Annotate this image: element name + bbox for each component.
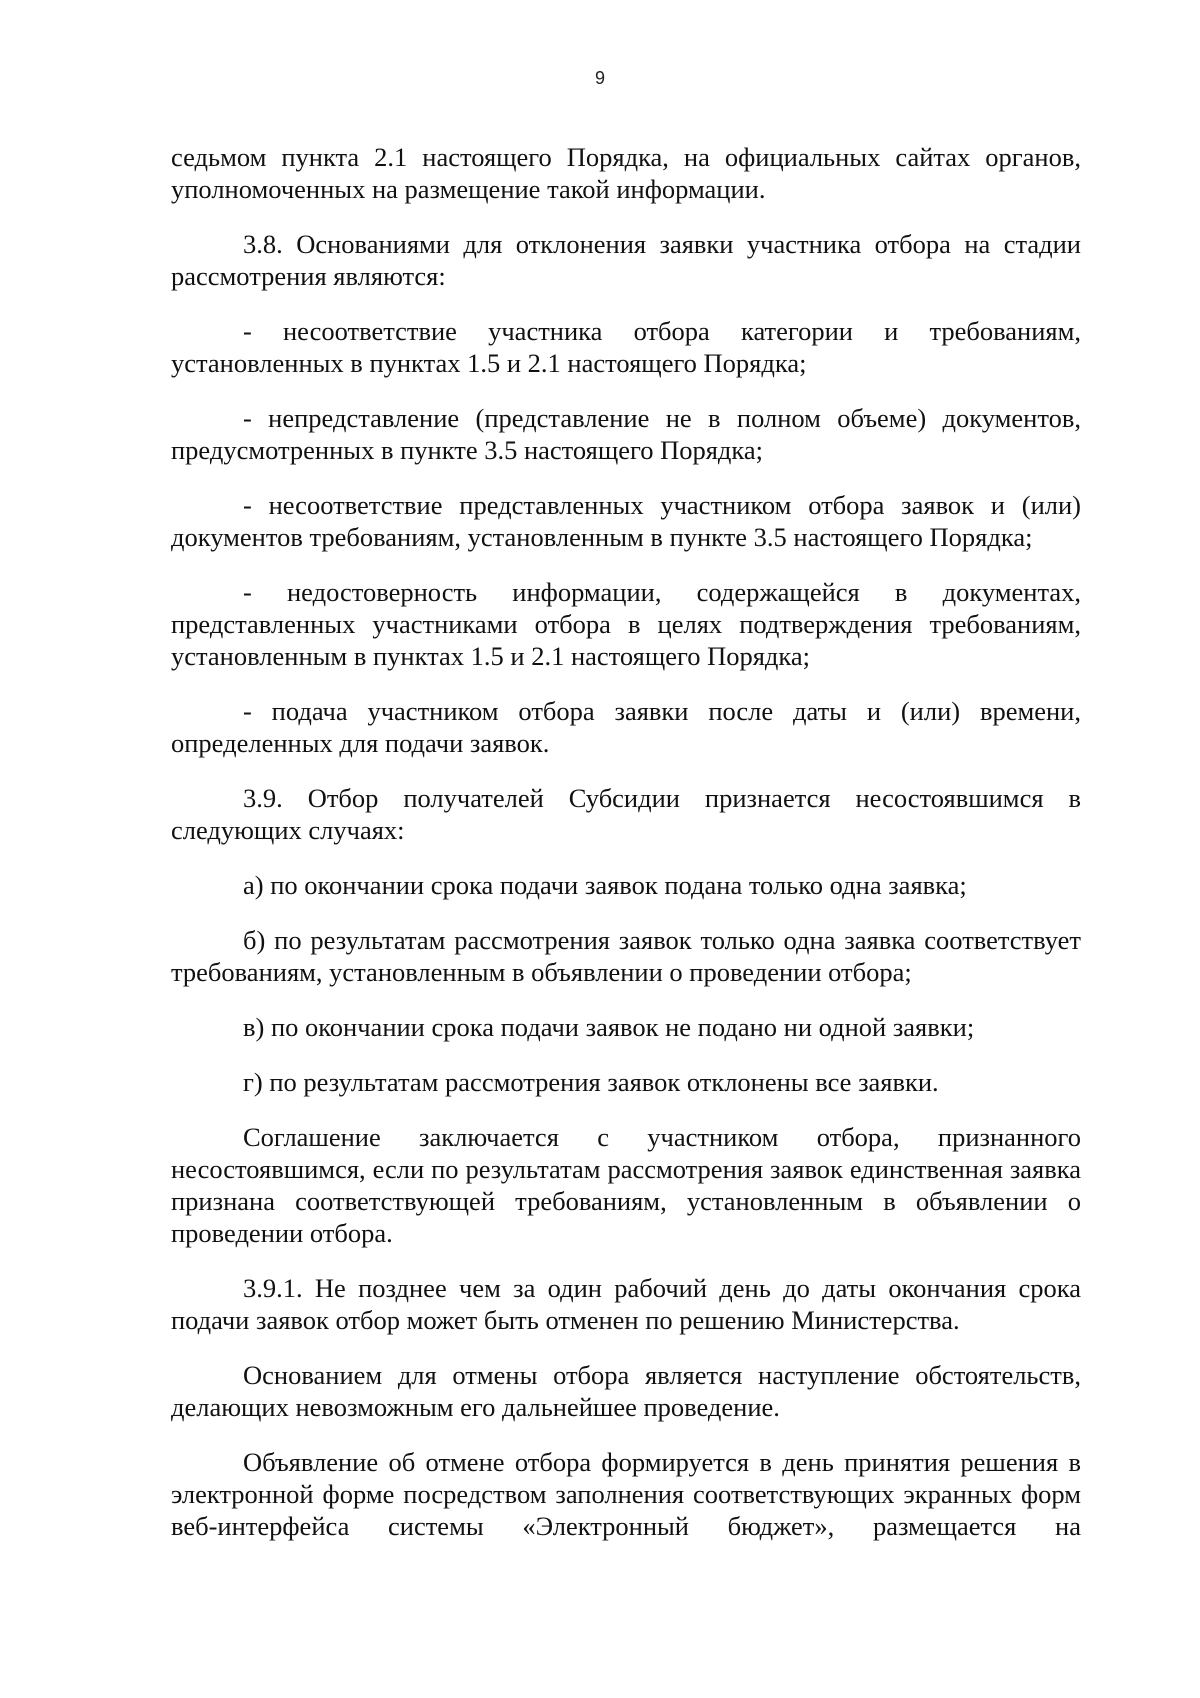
list-item-a: а) по окончании срока подачи заявок подана только одна заявка; [243, 870, 967, 900]
paragraph-3-9-1: 3.9.1. Не позднее чем за один рабочий день до даты окончания срока подачи заявок отбор может быть отменен по решению Министерства. [171, 1273, 1081, 1335]
paragraph-3-9: 3.9. Отбор получателей Субсидии признается несостоявшимся в следующих случаях: [171, 783, 1081, 845]
paragraph-agreement: Соглашение заключается с участником отбора, признанного несостоявшимся, если по результатам рассмотрения заявок единственная заявка признана соответствующей требованиям, установленным в объявлении о проведении отбора. [171, 1122, 1081, 1248]
page-number: 9 [594, 68, 605, 88]
list-item-v: в) по окончании срока подачи заявок не подано ни одной заявки; [243, 1012, 975, 1042]
paragraph-3-8: 3.8. Основаниями для отклонения заявки участника отбора на стадии рассмотрения являются: [171, 229, 1081, 291]
document-body [171, 141, 1081, 1565]
list-item-g: г) по результатам рассмотрения заявок отклонены все заявки. [243, 1067, 939, 1097]
list-item-late-submission: - подача участником отбора заявки после даты и (или) времени, определенных для подачи заявок. [171, 696, 1081, 758]
list-item-missing-documents: - непредставление (представление не в полном объеме) документов, предусмотренных в пункте 3.5 настоящего Порядка; [171, 403, 1081, 465]
paragraph-continuation: седьмом пункта 2.1 настоящего Порядка, на официальных сайтах органов, уполномоченных на размещение такой информации. [171, 142, 1081, 204]
list-item-b: б) по результатам рассмотрения заявок только одна заявка соответствует требованиям, установленным в объявлении о проведении отбора; [171, 925, 1081, 987]
paragraph-cancellation-grounds: Основанием для отмены отбора является наступление обстоятельств, делающих невозможным его дальнейшее проведение. [171, 1360, 1081, 1422]
list-item-unreliable-information: - недостоверность информации, содержащейся в документах, представленных участниками отбора в целях подтверждения требованиям, установленным в пунктах 1.5 и 2.1 настоящего Порядка; [171, 577, 1081, 671]
paragraph-cancellation-announcement: Объявление об отмене отбора формируется в день принятия решения в электронной форме посредством заполнения соответствующих экранных форм веб-интерфейса системы «Электронный бюджет», размещается на [171, 1447, 1081, 1541]
list-item-documents-mismatch: - несоответствие представленных участником отбора заявок и (или) документов требованиям, установленным в пункте 3.5 настоящего Порядка; [171, 490, 1081, 552]
list-item-category-mismatch: - несоответствие участника отбора категории и требованиям, установленных в пунктах 1.5 и 2.1 настоящего Порядка; [171, 316, 1081, 378]
